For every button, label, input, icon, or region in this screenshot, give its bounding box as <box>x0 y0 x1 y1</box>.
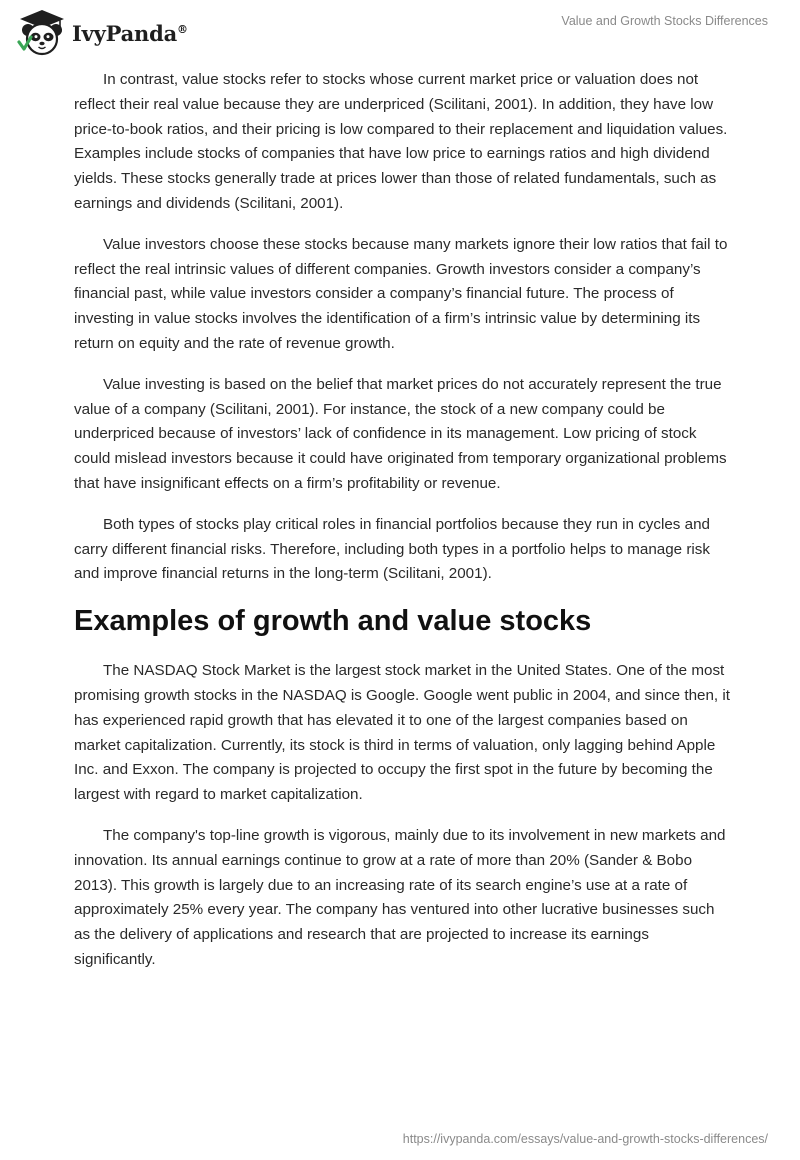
paragraph: Both types of stocks play critical roles in financial portfolios because they run in cycles and carry different financial risks. Therefore, including both types in a portfolio helps to manage risk and improve financial returns in the long-term (Scilitani, 2001). <box>74 515 710 583</box>
paragraph: The NASDAQ Stock Market is the largest stock market in the United States. One of the most promising growth stocks in the NASDAQ is Google. Google went public in 2004, and since then, it has experienced rapid growth that has elevated it to one of the largest companies based on market capitalization. Currently, its stock is third in terms of valuation, only lagging behind Apple Inc. and Exxon. The company is projected to occupy the first spot in the future by becoming the largest with regard to market capitalization. <box>74 662 730 804</box>
document-title: Value and Growth Stocks Differences <box>561 14 768 28</box>
paragraph: In contrast, value stocks refer to stocks whose current market price or valuation does not reflect their real value because they are underpriced (Scilitani, 2001). In addition, they have low price-to-book ratios, and their pricing is low compared to their replacement and liquidation values. Examples include stocks of companies that have low price to earnings ratios and high dividend yields. These stocks generally trade at prices lower than those of related fundamentals, such as earnings and dividends (Scilitani, 2001). <box>74 71 728 212</box>
paragraph: Value investing is based on the belief that market prices do not accurately represent the true value of a company (Scilitani, 2001). For instance, the stock of a new company could be underpriced because of investors’ lack of confidence in its management. Low pricing of stock could mislead investors because it could have originated from temporary organizational problems that have insignificant effects on a firm’s profitability or revenue. <box>74 375 727 492</box>
paragraph: The company's top-line growth is vigorous, mainly due to its involvement in new markets and innovation. Its annual earnings continue to grow at a rate of more than 20% (Sander & Bobo 2013). This growth is largely due to an increasing rate of its search engine’s use at a rate of approximately 25% every year. The company has ventured into other lucrative businesses such as the delivery of applications and research that are projected to increase its earnings significantly. <box>74 826 726 968</box>
paragraph: Value investors choose these stocks because many markets ignore their low ratios that fail to reflect the real intrinsic values of different companies. Growth investors consider a company’s financial past, while value investors consider a company’s financial future. The process of investing in value stocks involves the identification of a firm’s intrinsic value by determining its return on equity and the rate of revenue growth. <box>74 235 728 352</box>
brand-logo[interactable] <box>16 8 188 58</box>
panda-graduation-cap-icon <box>16 8 68 58</box>
essay-content <box>74 68 730 989</box>
source-url[interactable]: https://ivypanda.com/essays/value-and-growth-stocks-differences/ <box>402 1132 768 1146</box>
brand-name: IvyPanda® <box>72 20 188 46</box>
page-header <box>0 0 800 60</box>
section-heading: Examples of growth and value stocks <box>74 605 592 638</box>
